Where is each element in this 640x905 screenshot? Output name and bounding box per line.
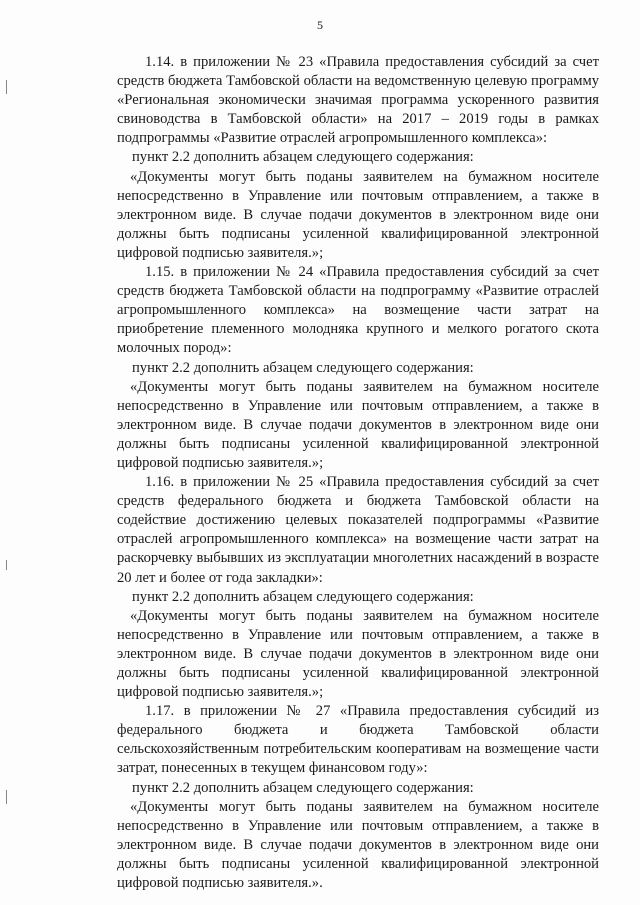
amendment-1-15: 1.15. в приложении № 24 «Правила предоставления субсидий за счет средств бюджета Тамбовской области на подпрограмму «Развитие отраслей агропромышленного комплекса» на возмещение части затрат на приобретение племенного молодняка крупного и мелкого рогатого скота молочных пород»:	[117, 264, 599, 357]
instruction-1-15: пункт 2.2 дополнить абзацем следующего содержания:	[132, 359, 474, 376]
instruction-1-17: пункт 2.2 дополнить абзацем следующего содержания:	[132, 779, 474, 796]
document-body	[117, 53, 599, 893]
quote-1-16: «Документы могут быть поданы заявителем на бумажном носителе непосредственно в Управление или почтовым отправлением, а также в электронном виде. В случае подачи документов в электронном виде они должны быть подписаны усиленной квалифицированной электронной цифровой подписью заявителя.»;	[117, 607, 599, 701]
scan-edge-mark	[6, 790, 7, 804]
instruction-1-16: пункт 2.2 дополнить абзацем следующего содержания:	[132, 588, 474, 605]
amendment-1-16: 1.16. в приложении № 25 «Правила предоставления субсидий за счет средств федерального бюджета и бюджета Тамбовской области на содействие достижению целевых показателей подпрограммы «Развитие отраслей агропромышленного комплекса» на возмещение части затрат на раскорчевку выбывших из эксплуатации многолетних насаждений в возрасте 20 лет и более от года закладки»:	[117, 474, 599, 586]
scan-edge-mark	[6, 560, 7, 570]
scan-edge-mark	[6, 80, 7, 94]
instruction-1-14: пункт 2.2 дополнить абзацем следующего содержания:	[132, 149, 474, 166]
amendment-1-17: 1.17. в приложении № 27 «Правила предоставления субсидий из федерального бюджета и бюджета Тамбовской области сельскохозяйственным потребительским кооперативам на возмещение части затрат, понесенных в текущем финансовом году»:	[117, 703, 599, 777]
quote-1-15: «Документы могут быть поданы заявителем на бумажном носителе непосредственно в Управление или почтовым отправлением, а также в электронном виде. В случае подачи документов в электронном виде они должны быть подписаны усиленной квалифицированной электронной цифровой подписью заявителя.»;	[117, 378, 599, 471]
amendment-1-14: 1.14. в приложении № 23 «Правила предоставления субсидий за счет средств бюджета Тамбовской области на ведомственную целевую программу «Региональная экономически значимая программа ускоренного развития свиноводства в Тамбовской области» на 2017 – 2019 годы в рамках подпрограммы «Развитие отраслей агропромышленного комплекса»:	[117, 54, 599, 147]
quote-1-14: «Документы могут быть поданы заявителем на бумажном носителе непосредственно в Управление или почтовым отправлением, а также в электронном виде. В случае подачи документов в электронном виде они должны быть подписаны усиленной квалифицированной электронной цифровой подписью заявителя.»;	[117, 168, 599, 261]
page-number: 5	[317, 18, 323, 32]
quote-1-17: «Документы могут быть поданы заявителем на бумажном носителе непосредственно в Управление или почтовым отправлением, а также в электронном виде. В случае подачи документов в электронном виде они должны быть подписаны усиленной квалифицированной электронной цифровой подписью заявителя.».	[117, 798, 599, 892]
